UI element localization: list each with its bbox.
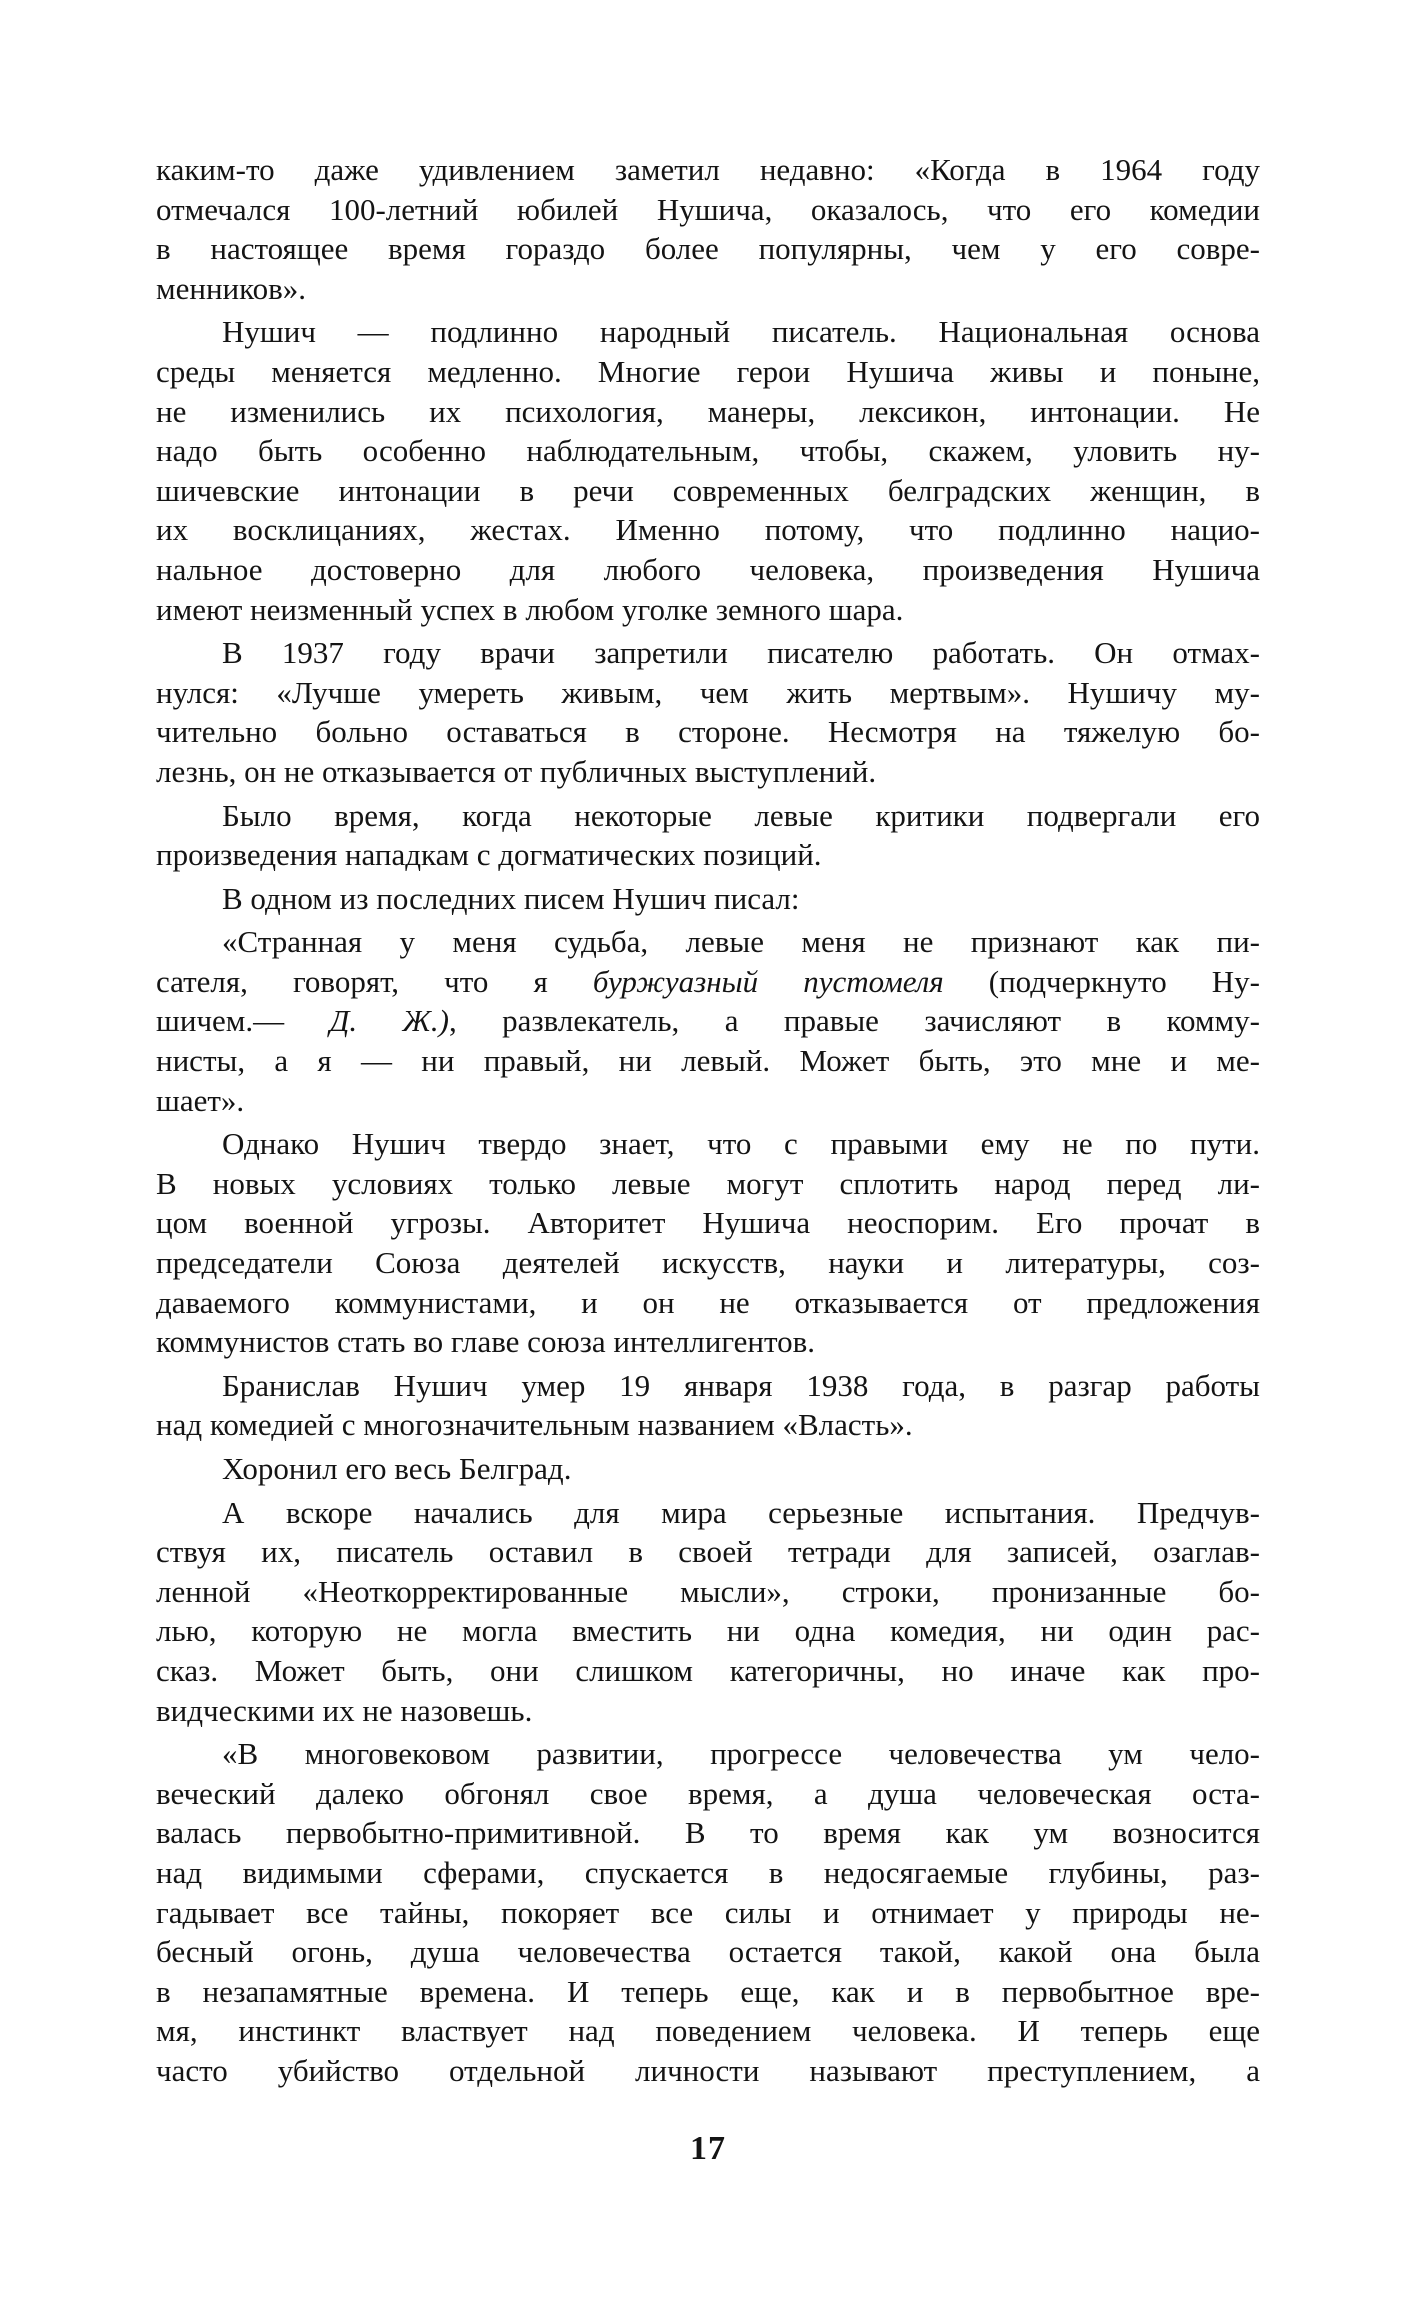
- text-line: Однако Нушич твердо знает, что с правыми ему не по пути.: [222, 1126, 1260, 1162]
- emphasis-text: Д. Ж.): [329, 1003, 449, 1039]
- paragraph-3: [156, 633, 1260, 791]
- text-line: Было время, когда некоторые левые критики подвергали его: [222, 797, 1260, 833]
- text-line: «В многовековом развитии, прогрессе человечества ум чело-: [222, 1736, 1260, 1772]
- text-line: над комедией с многозначительным названием «Власть».: [156, 1407, 913, 1443]
- text-line: не изменились их психология, манеры, лексикон, интонации. Не: [156, 393, 1260, 429]
- text-line: отмечался 100-летний юбилей Нушича, оказалось, что его комедии: [156, 191, 1260, 227]
- text-line: В новых условиях только левые могут сплотить народ перед ли-: [156, 1165, 1260, 1201]
- text-line: Бранислав Нушич умер 19 января 1938 года, в разгар работы: [222, 1367, 1260, 1403]
- text-line: имеют неизменный успех в любом уголке земного шара.: [156, 591, 904, 627]
- text-line: коммунистов стать во главе союза интеллигентов.: [156, 1324, 816, 1360]
- page-text: [156, 150, 1260, 2091]
- page-number: 17: [690, 2130, 726, 2167]
- text-line: бесный огонь, душа человечества остается такой, какой она была: [156, 1934, 1260, 1970]
- paragraph-1: [156, 150, 1260, 308]
- paragraph-2: [156, 312, 1260, 629]
- text-line: лью, которую не могла вместить ни одна комедия, ни один рас-: [156, 1613, 1260, 1649]
- text-line: веческий далеко обгонял свое время, а душа человеческая оста-: [156, 1775, 1260, 1811]
- text-line-with-italic: сателя, говорят, что я буржуазный пустомеля (подчеркнуто Ну-: [156, 963, 1260, 999]
- text-line: сказ. Может быть, они слишком категоричны, но иначе как про-: [156, 1652, 1260, 1688]
- paragraph-6-quote: [156, 922, 1260, 1120]
- text-line: ленной «Неоткорректированные мысли», строки, пронизанные бо-: [156, 1573, 1260, 1609]
- text-line: ствуя их, писатель оставил в своей тетради для записей, озаглав-: [156, 1534, 1260, 1570]
- emphasis-text: буржуазный пустомеля: [592, 963, 944, 999]
- text-line: менников».: [156, 270, 307, 306]
- text-line: Хоронил его весь Белград.: [222, 1451, 572, 1486]
- text-line: в незапамятные времена. И теперь еще, как и в первобытное вре-: [156, 1973, 1260, 2009]
- text-line: над видимыми сферами, спускается в недосягаемые глубины, раз-: [156, 1854, 1260, 1890]
- paragraph-5: [156, 879, 1260, 919]
- paragraph-8: [156, 1366, 1260, 1445]
- text-line-with-italic: шичем.— Д. Ж.), развлекатель, а правые зачисляют в комму-: [156, 1003, 1260, 1039]
- text-line: надо быть особенно наблюдательным, чтобы, скажем, уловить ну-: [156, 433, 1260, 469]
- text-line: председатели Союза деятелей искусств, науки и литературы, соз-: [156, 1245, 1260, 1281]
- text-line: в настоящее время гораздо более популярны, чем у его совре-: [156, 231, 1260, 267]
- text-line: чительно больно оставаться в стороне. Несмотря на тяжелую бо-: [156, 714, 1260, 750]
- text-line: цом военной угрозы. Авторитет Нушича неоспорим. Его прочат в: [156, 1205, 1260, 1241]
- text-line: нальное достоверно для любого человека, произведения Нушича: [156, 551, 1260, 587]
- text-line: каким-то даже удивлением заметил недавно: «Когда в 1964 году: [156, 152, 1260, 187]
- text-line: В одном из последних писем Нушич писал:: [222, 880, 800, 916]
- text-line: «Странная у меня судьба, левые меня не признают как пи-: [222, 924, 1260, 960]
- text-line: мя, инстинкт властвует над поведением человека. И теперь еще: [156, 2013, 1260, 2049]
- text-line: нулся: «Лучше умереть живым, чем жить мертвым». Нушичу му-: [156, 674, 1260, 710]
- paragraph-7: [156, 1124, 1260, 1362]
- paragraph-4: [156, 796, 1260, 875]
- text-line: видческими их не назовешь.: [156, 1692, 533, 1728]
- text-line: даваемого коммунистами, и он не отказывается от предложения: [156, 1284, 1260, 1320]
- paragraph-9: [156, 1449, 1260, 1489]
- paragraph-11-quote: [156, 1734, 1260, 2090]
- text-line: гадывает все тайны, покоряет все силы и отнимает у природы не-: [156, 1894, 1260, 1930]
- text-line: Нушич — подлинно народный писатель. Национальная основа: [222, 314, 1260, 350]
- text-line: А вскоре начались для мира серьезные испытания. Предчув-: [222, 1494, 1260, 1530]
- text-line: шичевские интонации в речи современных белградских женщин, в: [156, 472, 1260, 508]
- text-line: валась первобытно-примитивной. В то время как ум возносится: [156, 1815, 1260, 1851]
- text-line: их восклицаниях, жестах. Именно потому, что подлинно нацио-: [156, 512, 1260, 548]
- text-line: произведения нападкам с догматических позиций.: [156, 837, 822, 873]
- text-line: часто убийство отдельной личности называют преступлением, а: [156, 2052, 1260, 2088]
- text-line: В 1937 году врачи запретили писателю работать. Он отмах-: [222, 635, 1260, 671]
- paragraph-10: [156, 1493, 1260, 1731]
- text-line: среды меняется медленно. Многие герои Нушича живы и поныне,: [156, 353, 1260, 389]
- text-line: шает».: [156, 1082, 245, 1118]
- text-line: нисты, а я — ни правый, ни левый. Может быть, это мне и ме-: [156, 1043, 1260, 1079]
- text-line: лезнь, он не отказывается от публичных выступлений.: [156, 753, 877, 789]
